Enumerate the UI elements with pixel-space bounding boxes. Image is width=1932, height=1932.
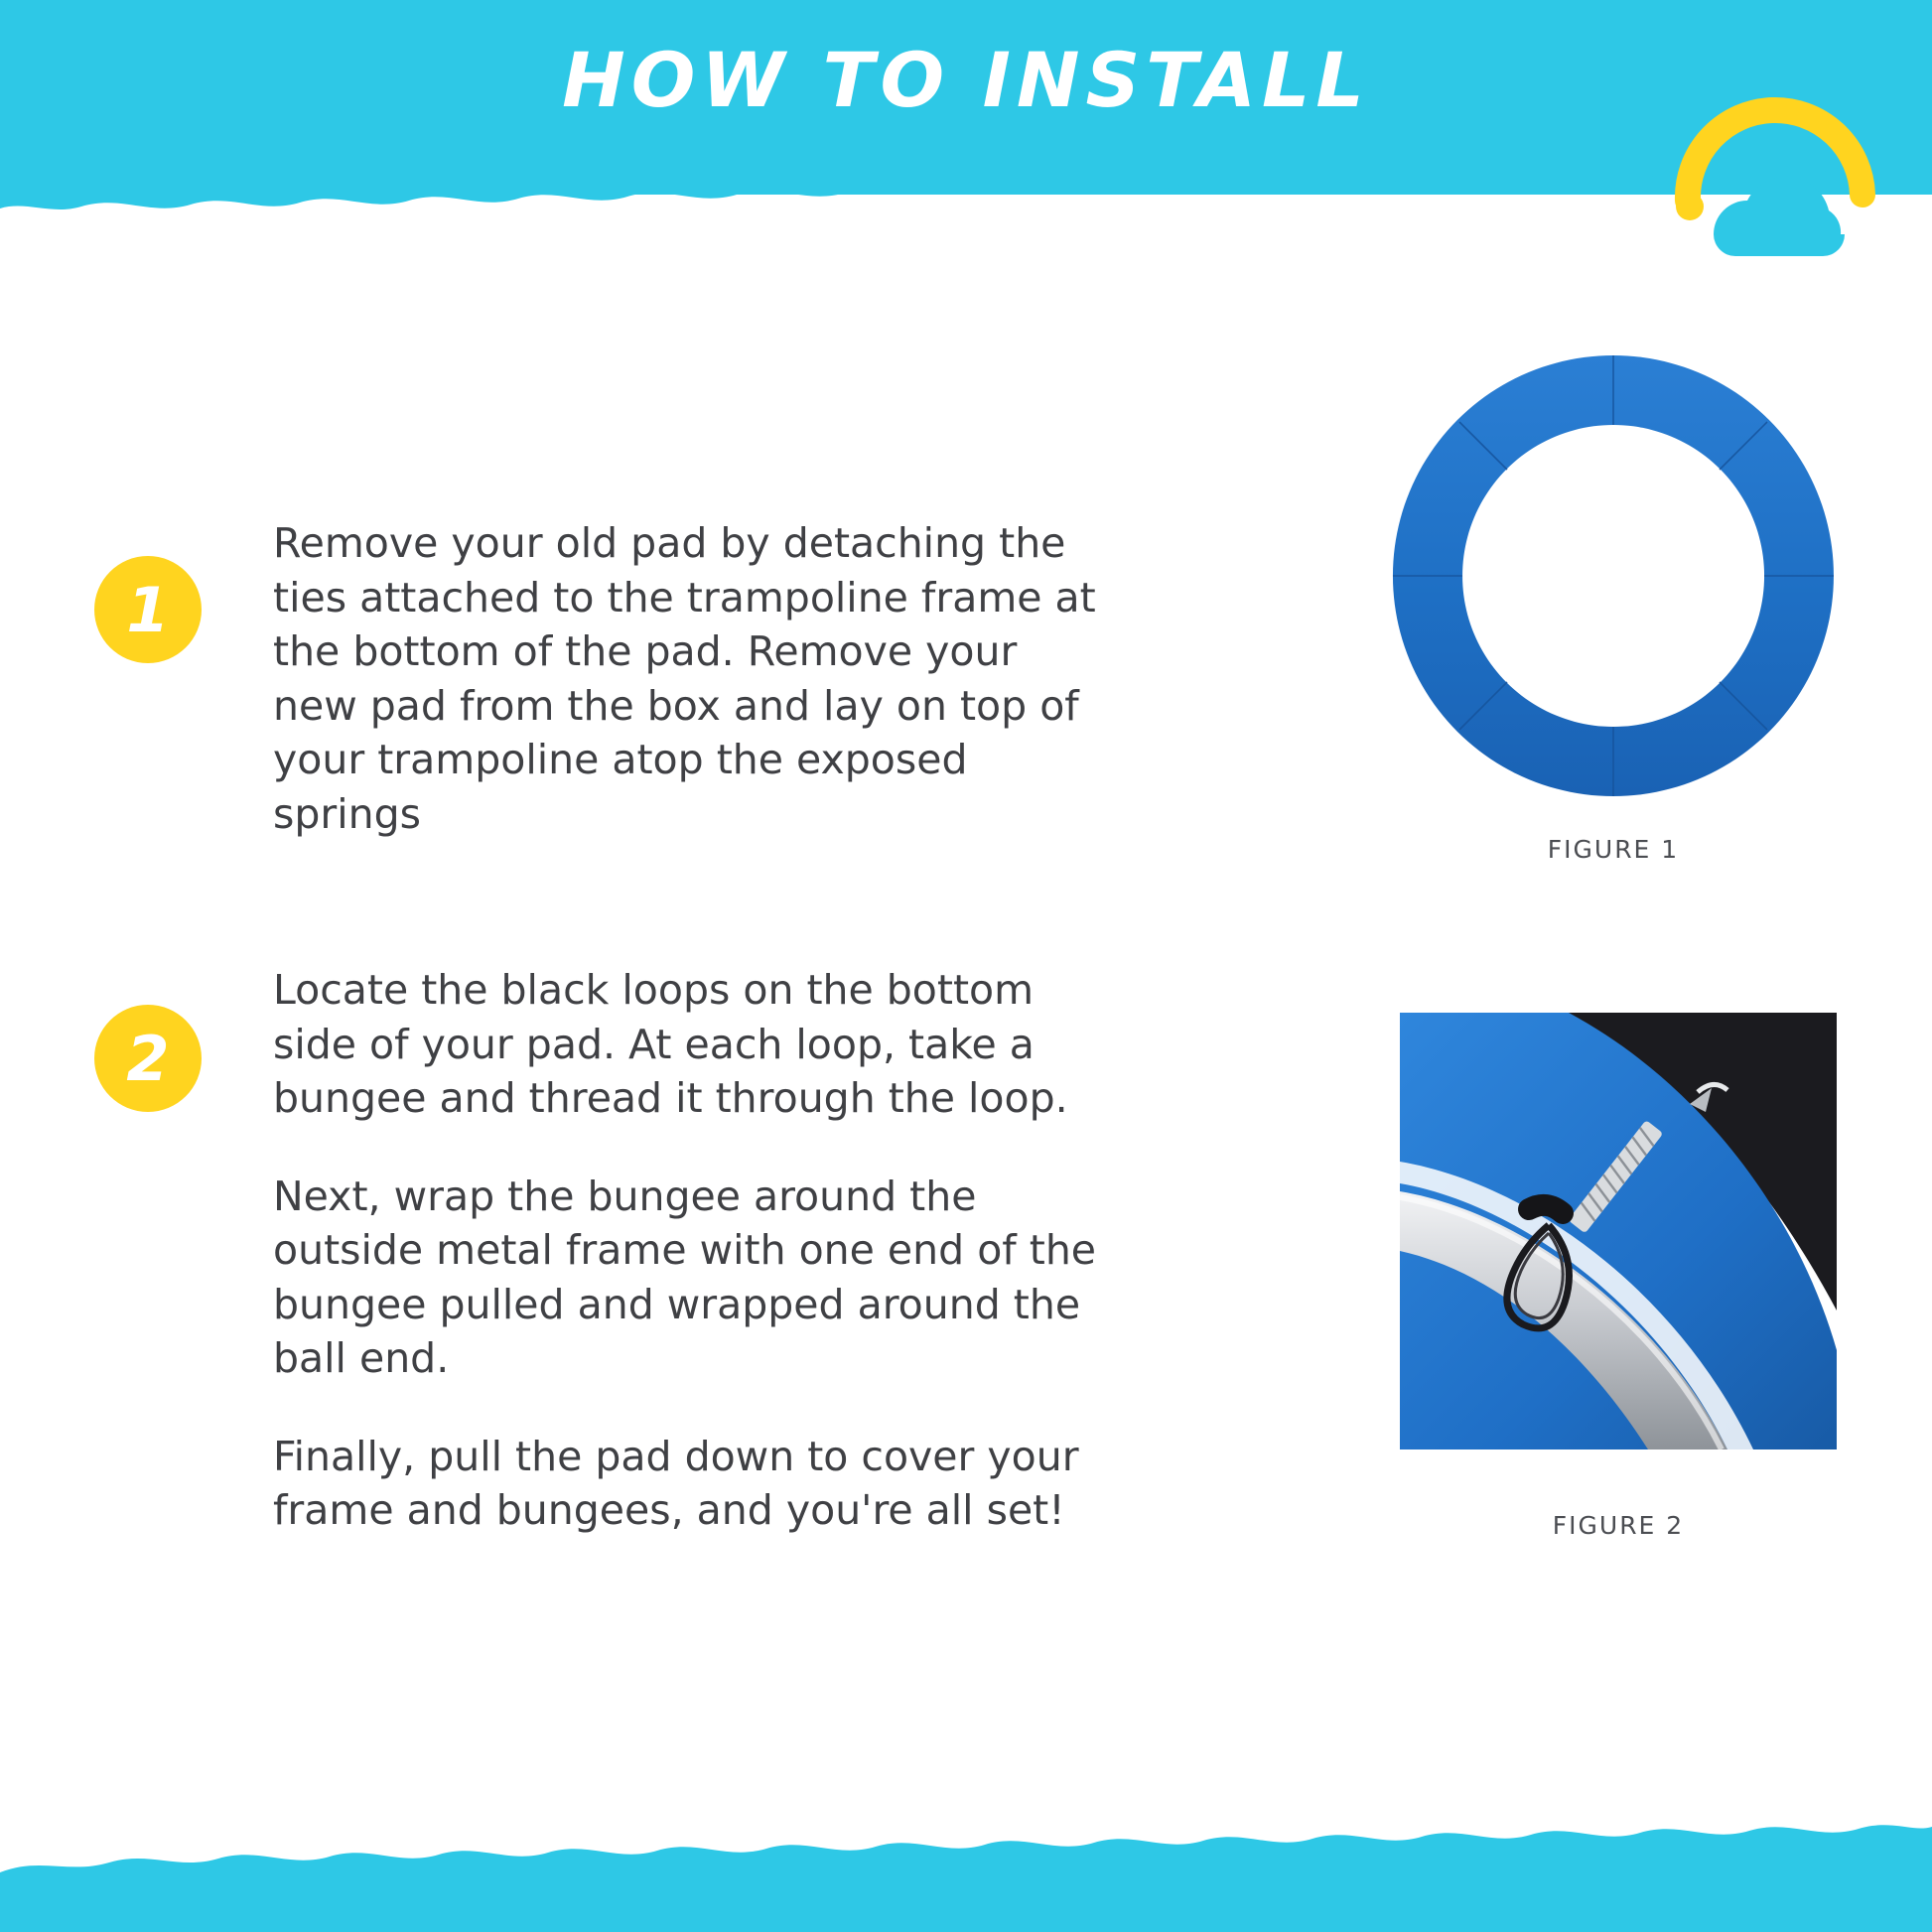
step-item-2 xyxy=(94,963,1097,1538)
bungee-loop-photo xyxy=(1400,1013,1837,1449)
step-paragraph: Next, wrap the bungee around the outside metal frame with one end of the bungee pulled and wrapped around the ball end. xyxy=(273,1172,1097,1383)
trampoline-pad-ring-illustration xyxy=(1385,347,1842,804)
figure-2 xyxy=(1400,1013,1837,1540)
figure-2-caption: FIGURE 2 xyxy=(1552,1511,1685,1540)
figure-1-caption: FIGURE 1 xyxy=(1547,835,1680,864)
step-item-1 xyxy=(94,516,1097,841)
torn-edge-bottom xyxy=(0,1813,1932,1932)
step-text-2 xyxy=(273,963,1097,1538)
step-paragraph: Remove your old pad by detaching the ties attached to the trampoline frame at the bottom of the pad. Remove your new pad from the box and lay on top of your trampoline atop the exposed springs xyxy=(273,519,1096,838)
step-text-1 xyxy=(273,516,1097,841)
figure-1 xyxy=(1385,347,1842,864)
content-area xyxy=(0,228,1932,1777)
page-title: HOW TO INSTALL xyxy=(562,36,1370,124)
step-number-badge-1: 1 xyxy=(94,556,202,663)
step-paragraph: Locate the black loops on the bottom side of your pad. At each loop, take a bungee and thread it through the loop. xyxy=(273,966,1068,1123)
torn-edge-top xyxy=(0,149,1932,218)
step-number-badge-2: 2 xyxy=(94,1005,202,1112)
bungee-loop-photo-image xyxy=(1400,1013,1837,1449)
step-paragraph: Finally, pull the pad down to cover your frame and bungees, and you're all set! xyxy=(273,1432,1079,1535)
